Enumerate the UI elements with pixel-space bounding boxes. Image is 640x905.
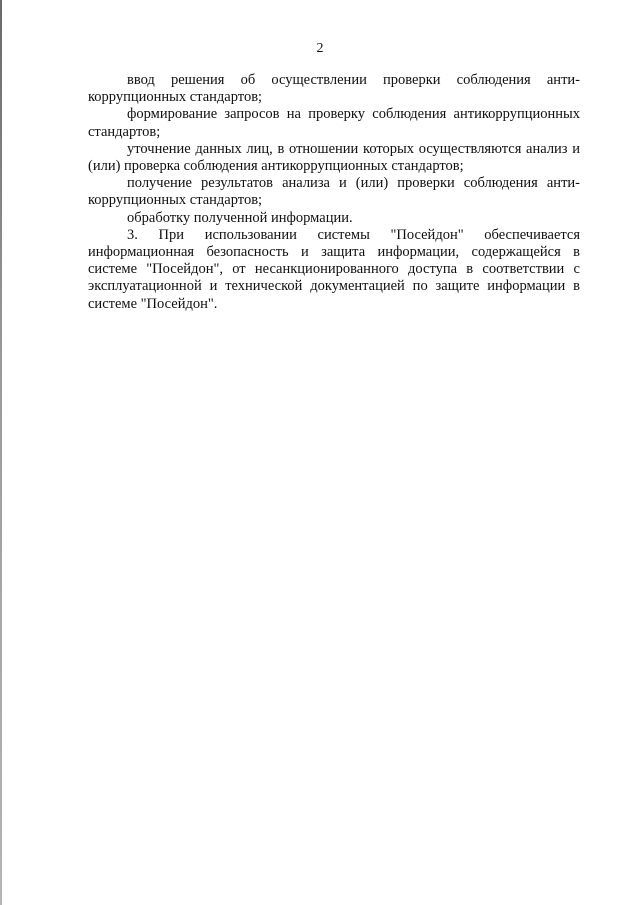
page-number: 2 [316,41,324,56]
paragraph-request-forming: формирование запросов на проверку соблюдения антикоррупционных стандартов; [88,106,580,140]
paragraph-decision-input: ввод решения об осуществлении проверки соблюдения анти-коррупционных стандартов; [88,72,580,106]
scan-edge [0,0,2,905]
document-body [88,72,580,313]
paragraph-info-processing: обработку полученной информации. [127,209,353,226]
paragraph-section-3: 3. При использовании системы "Посейдон" обеспечивается информационная безопасность и защита информации, содержащейся в системе "Посейдон", от несанкционированного доступа в соответствии с эксплуатационной и технической документацией по защите информации в системе "Посейдон". [88,226,580,312]
paragraph-results-receiving: получение результатов анализа и (или) проверки соблюдения анти-коррупционных стандартов; [88,175,580,209]
paragraph-data-clarification: уточнение данных лиц, в отношении которых осуществляются анализ и (или) проверка соблюдения антикоррупционных стандартов; [88,140,580,175]
